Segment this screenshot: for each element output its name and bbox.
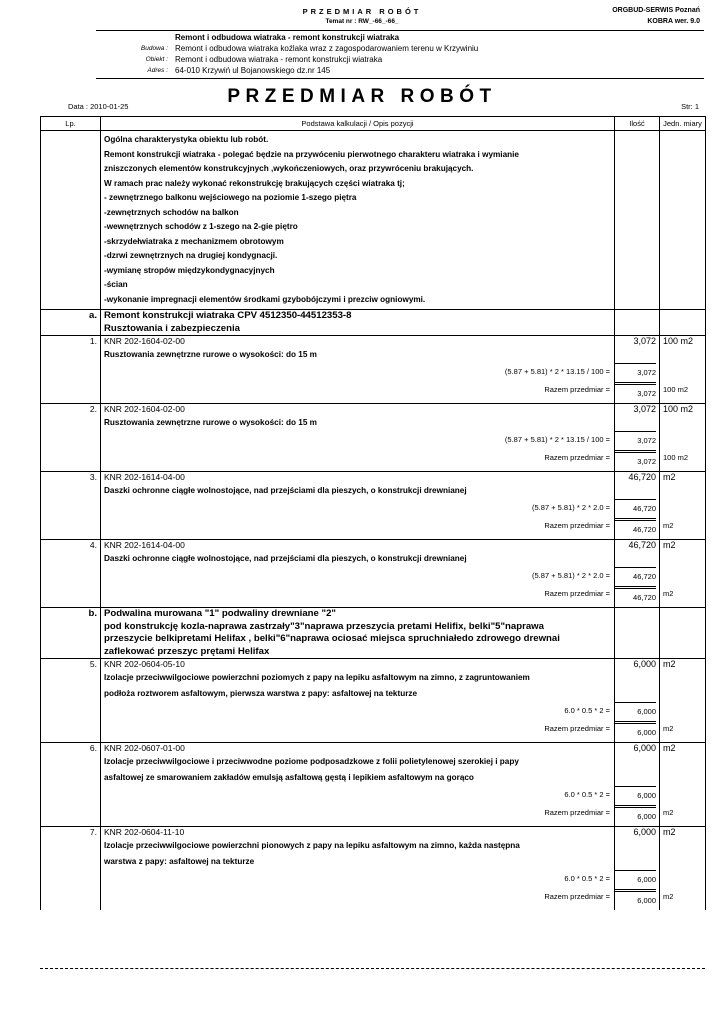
item-ilosc: 6,000 [633, 659, 656, 669]
item-razem-jm: m2 [663, 808, 674, 817]
item-description [101, 743, 615, 827]
item-ilosc-spacer [615, 415, 656, 431]
item-opis-line: podłoża roztworem asfaltowym, pierwsza warstwa z papy: asfaltowej na tekturze [104, 689, 418, 698]
document-title: PRZEDMIAR ROBÓT [227, 86, 497, 107]
item-description [101, 540, 615, 608]
item-code: KNR 202-1604-02-00 [104, 336, 185, 346]
item-jm-cell [660, 659, 706, 743]
item-formula: (5.87 + 5.81) * 2 * 13.15 / 100 = [504, 435, 610, 444]
item-ilosc: 3,072 [633, 336, 656, 346]
item-opis-line: warstwa z papy: asfaltowej na tekturze [104, 857, 255, 866]
item-opis-line: Izolacje przeciwwilgociowe powierzchni pionowych z papy na lepiku asfaltowym na zimno, każda następna [104, 841, 520, 850]
item-code: KNR 202-0607-01-00 [104, 743, 185, 753]
section-title-line: zaflekować przeszyc prętami Helifax [104, 645, 270, 657]
header-title: PRZEDMIAR ROBÓT [302, 7, 422, 16]
item-formula: (5.87 + 5.81) * 2 * 2.0 = [532, 503, 610, 512]
item-opis-line: Daszki ochronne ciągłe wolnostojące, nad przejściami dla pieszych, o konstrukcji drewnianej [104, 554, 467, 563]
col-ilosc-header: Ilość [615, 117, 660, 131]
item-jm-spacer [663, 415, 705, 431]
item-description [101, 472, 615, 540]
general-line: -wymianę stropów międzykondygnacyjnych [104, 265, 275, 275]
item-jm: 100 m2 [663, 336, 694, 346]
item-jm-blank [663, 786, 705, 804]
item-jm-cell [660, 336, 706, 404]
section-letter: b. [41, 608, 101, 659]
item-description [101, 336, 615, 404]
item-total-line [104, 517, 614, 535]
item-description [101, 827, 615, 911]
item-jm-spacer [663, 551, 705, 567]
adres-label: Adres : [147, 67, 168, 74]
item-razem: 3,072 [615, 450, 656, 471]
item-ilosc: 46,720 [628, 540, 656, 550]
item-jm: m2 [663, 827, 676, 837]
item-wynik: 3,072 [615, 363, 656, 382]
item-jm-cell [660, 540, 706, 608]
item-opis-line: Rusztowania zewnętrzne rurowe o wysokości: do 15 m [104, 350, 317, 359]
item-lp: 2. [41, 404, 101, 472]
item-razem-jm: m2 [663, 521, 674, 530]
item-code: KNR 202-1614-04-00 [104, 540, 185, 550]
item-ilosc-cell [615, 827, 660, 911]
item-razem: 3,072 [615, 382, 656, 403]
col-opis-header: Podstawa kalkulacji / Opis pozycji [101, 117, 615, 131]
general-description [101, 131, 615, 310]
meta-rule [96, 78, 704, 79]
item-code: KNR 202-0604-05-10 [104, 659, 185, 669]
item-ilosc-spacer [615, 838, 656, 870]
item-razem-jm: 100 m2 [663, 385, 689, 394]
item-calc-line [104, 363, 614, 381]
table-header-row [41, 117, 706, 131]
item-formula: 6.0 * 0.5 * 2 = [564, 790, 610, 799]
item-code: KNR 202-1614-04-00 [104, 472, 185, 482]
item-lp: 6. [41, 743, 101, 827]
table-row [41, 827, 706, 911]
item-wynik: 6,000 [615, 702, 656, 721]
company-name: ORGBUD-SERWIS Poznań [612, 7, 700, 14]
item-description [101, 404, 615, 472]
section-title-line: pod konstrukcję kozla-naprawa zastrzały"3"naprawa przeszycia pretami Helifix, belki"5"naprawa [104, 620, 544, 632]
item-razem-jm: 100 m2 [663, 453, 689, 462]
item-lp: 3. [41, 472, 101, 540]
section-title-line: Remont konstrukcji wiatraka CPV 4512350-44512353-8 [104, 310, 352, 321]
item-calc-line [104, 702, 614, 720]
general-jm-cell [660, 131, 706, 310]
item-jm-blank [663, 702, 705, 720]
item-calc-line [104, 431, 614, 449]
general-line: Ogólna charakterystyka obiektu lub robót. [104, 135, 269, 144]
item-razem-label: Razem przedmiar = [544, 724, 610, 733]
item-razem-label: Razem przedmiar = [544, 589, 610, 598]
section-title-line: przeszycie belkipretami Helifax , belki"6"naprawa ociosać miejsca spruchniałedo zdrowego drewnai [104, 633, 560, 644]
item-ilosc: 3,072 [633, 404, 656, 414]
item-lp: 7. [41, 827, 101, 911]
item-razem-label: Razem przedmiar = [544, 892, 610, 901]
item-opis-line: Izolacje przeciwwilgociowe powierzchni poziomych z papy na lepiku asfaltowym na zimno, z zagruntowaniem [104, 673, 530, 682]
general-lp-cell [41, 131, 101, 310]
item-wynik: 3,072 [615, 431, 656, 450]
item-opis-line: Izolacje przeciwwilgociowe i przeciwwodne poziome podposadzkowe z folii polietylenowej szerokiej i papy [104, 757, 519, 766]
section-title-line: Podwalina murowana "1" podwaliny drewniane "2" [104, 608, 336, 619]
item-jm: m2 [663, 743, 676, 753]
item-opis-line: Rusztowania zewnętrzne rurowe o wysokości: do 15 m [104, 418, 317, 427]
item-razem: 46,720 [615, 518, 656, 539]
item-jm-cell [660, 743, 706, 827]
item-jm-blank [663, 499, 705, 517]
section-row [41, 310, 706, 336]
item-total-line [104, 804, 614, 822]
item-calc-line [104, 567, 614, 585]
page-continuation-line [40, 968, 705, 969]
general-row [41, 131, 706, 310]
item-jm-blank [663, 363, 705, 381]
item-razem-label: Razem przedmiar = [544, 521, 610, 530]
item-jm-spacer [663, 483, 705, 499]
item-razem-label: Razem przedmiar = [544, 453, 610, 462]
item-jm-cell [660, 472, 706, 540]
item-ilosc: 6,000 [633, 827, 656, 837]
table-row [41, 404, 706, 472]
section-letter: a. [41, 310, 101, 336]
col-jm-header: Jedn. miary [660, 117, 706, 131]
page-number: Str: 1 [681, 102, 699, 111]
item-ilosc-cell [615, 472, 660, 540]
general-line: -dzrwi zewnętrznych na drugiej kondygnacji. [104, 251, 278, 260]
item-jm: 100 m2 [663, 404, 694, 414]
section-row [41, 608, 706, 659]
item-ilosc-cell [615, 540, 660, 608]
item-total-line [104, 449, 614, 467]
budowa-label: Budowa : [140, 45, 168, 52]
col-lp-header: Lp. [41, 117, 101, 131]
item-ilosc-spacer [615, 670, 656, 702]
item-ilosc-cell [615, 659, 660, 743]
item-total-line [104, 720, 614, 738]
general-line: Remont konstrukcji wiatraka - polegać będzie na przywóceniu pierwotnego charakteru wiatraka i wymianie [104, 149, 519, 159]
item-razem: 6,000 [615, 889, 656, 910]
item-formula: 6.0 * 0.5 * 2 = [564, 706, 610, 715]
section-ilosc-cell [615, 608, 660, 659]
item-ilosc-spacer [615, 347, 656, 363]
item-jm-spacer [663, 838, 705, 870]
item-jm-cell [660, 827, 706, 911]
item-formula: 6.0 * 0.5 * 2 = [564, 874, 610, 883]
item-ilosc-cell [615, 404, 660, 472]
item-jm: m2 [663, 659, 676, 669]
general-line: -ścian [104, 280, 128, 289]
table-row [41, 540, 706, 608]
general-line: -wykonanie impregnacji elementów środkami gzybobójczymi i prezciw ogniowymi. [104, 294, 426, 304]
section-ilosc-cell [615, 310, 660, 336]
item-razem-jm: m2 [663, 589, 674, 598]
table-row [41, 659, 706, 743]
item-ilosc: 6,000 [633, 743, 656, 753]
item-jm: m2 [663, 472, 676, 482]
table-row [41, 472, 706, 540]
adres-value: 64-010 Krzywiń ul Bojanowskiego dz.nr 145 [175, 66, 331, 75]
item-razem-jm: m2 [663, 724, 674, 733]
general-line: -wewnętrznych schodów z 1-szego na 2-gie piętro [104, 222, 298, 231]
item-lp: 1. [41, 336, 101, 404]
item-lp: 4. [41, 540, 101, 608]
item-calc-line [104, 499, 614, 517]
item-opis-line: asfaltowej ze smarowaniem zakładów emulsją asfaltową gęstą i lepikiem asfaltowym na gorąco [104, 773, 474, 782]
item-razem-label: Razem przedmiar = [544, 808, 610, 817]
section-jm-cell [660, 608, 706, 659]
general-line: -skrzydełwiatraka z mechanizmem obrotowym [104, 236, 284, 246]
item-lp: 5. [41, 659, 101, 743]
item-ilosc-spacer [615, 551, 656, 567]
general-ilosc-cell [615, 131, 660, 310]
section-title-line: Rusztowania i zabezpieczenia [104, 322, 240, 334]
section-jm-cell [660, 310, 706, 336]
item-razem: 46,720 [615, 586, 656, 607]
item-wynik: 46,720 [615, 567, 656, 586]
item-jm-spacer [663, 347, 705, 363]
item-description [101, 659, 615, 743]
general-line: - zewnętrznego balkonu wejściowego na poziomie 1-szego piętra [104, 193, 357, 202]
item-ilosc-cell [615, 743, 660, 827]
item-razem-label: Razem przedmiar = [544, 385, 610, 394]
item-calc-line [104, 786, 614, 804]
item-jm-spacer [663, 754, 705, 786]
item-jm-blank [663, 431, 705, 449]
budowa-value: Remont i odbudowa wiatraka koźlaka wraz z zagospodarowaniem terenu w Krzywiniu [175, 44, 479, 53]
item-wynik: 6,000 [615, 870, 656, 889]
header-rule [96, 30, 704, 31]
general-line: -zewnętrznych schodów na balkon [104, 207, 239, 217]
obiekt-value: Remont i odbudowa wiatraka - remont konstrukcji wiatraka [175, 55, 383, 64]
item-jm-spacer [663, 670, 705, 702]
table-row [41, 336, 706, 404]
estimate-table [40, 116, 706, 910]
obiekt-label: Obiekt : [145, 56, 168, 63]
item-total-line [104, 381, 614, 399]
item-jm-cell [660, 404, 706, 472]
item-opis-line: Daszki ochronne ciągłe wolnostojące, nad przejściami dla pieszych, o konstrukcji drewnianej [104, 486, 467, 495]
item-formula: (5.87 + 5.81) * 2 * 2.0 = [532, 571, 610, 580]
section-title [101, 608, 615, 659]
item-ilosc-spacer [615, 754, 656, 786]
item-jm: m2 [663, 540, 676, 550]
item-ilosc-cell [615, 336, 660, 404]
item-total-line [104, 888, 614, 906]
software-version: KOBRA wer. 9.0 [647, 18, 700, 25]
item-code: KNR 202-0604-11-10 [104, 827, 185, 837]
section-title [101, 310, 615, 336]
item-razem: 6,000 [615, 805, 656, 826]
item-formula: (5.87 + 5.81) * 2 * 13.15 / 100 = [504, 367, 610, 376]
general-line: W ramach prac należy wykonać rekonstrukcję brakujących części wiatraka tj; [104, 178, 405, 188]
item-calc-line [104, 870, 614, 888]
item-wynik: 46,720 [615, 499, 656, 518]
item-wynik: 6,000 [615, 786, 656, 805]
item-code: KNR 202-1604-02-00 [104, 404, 185, 414]
item-total-line [104, 585, 614, 603]
document-date: Data : 2010-01-25 [68, 102, 129, 111]
item-razem-jm: m2 [663, 892, 674, 901]
meta-heading: Remont i odbudowa wiatraka - remont konstrukcji wiatraka [175, 33, 400, 42]
table-row [41, 743, 706, 827]
item-jm-blank [663, 567, 705, 585]
item-razem: 6,000 [615, 721, 656, 742]
header-temat: Temat nr : RW_-66_-66_ [325, 18, 399, 25]
item-ilosc-spacer [615, 483, 656, 499]
item-ilosc: 46,720 [628, 472, 656, 482]
item-jm-blank [663, 870, 705, 888]
general-line: zniszczonych elementów konstrukcyjnych ,wykończeniowych, oraz przywróceniu brakujących. [104, 164, 474, 173]
